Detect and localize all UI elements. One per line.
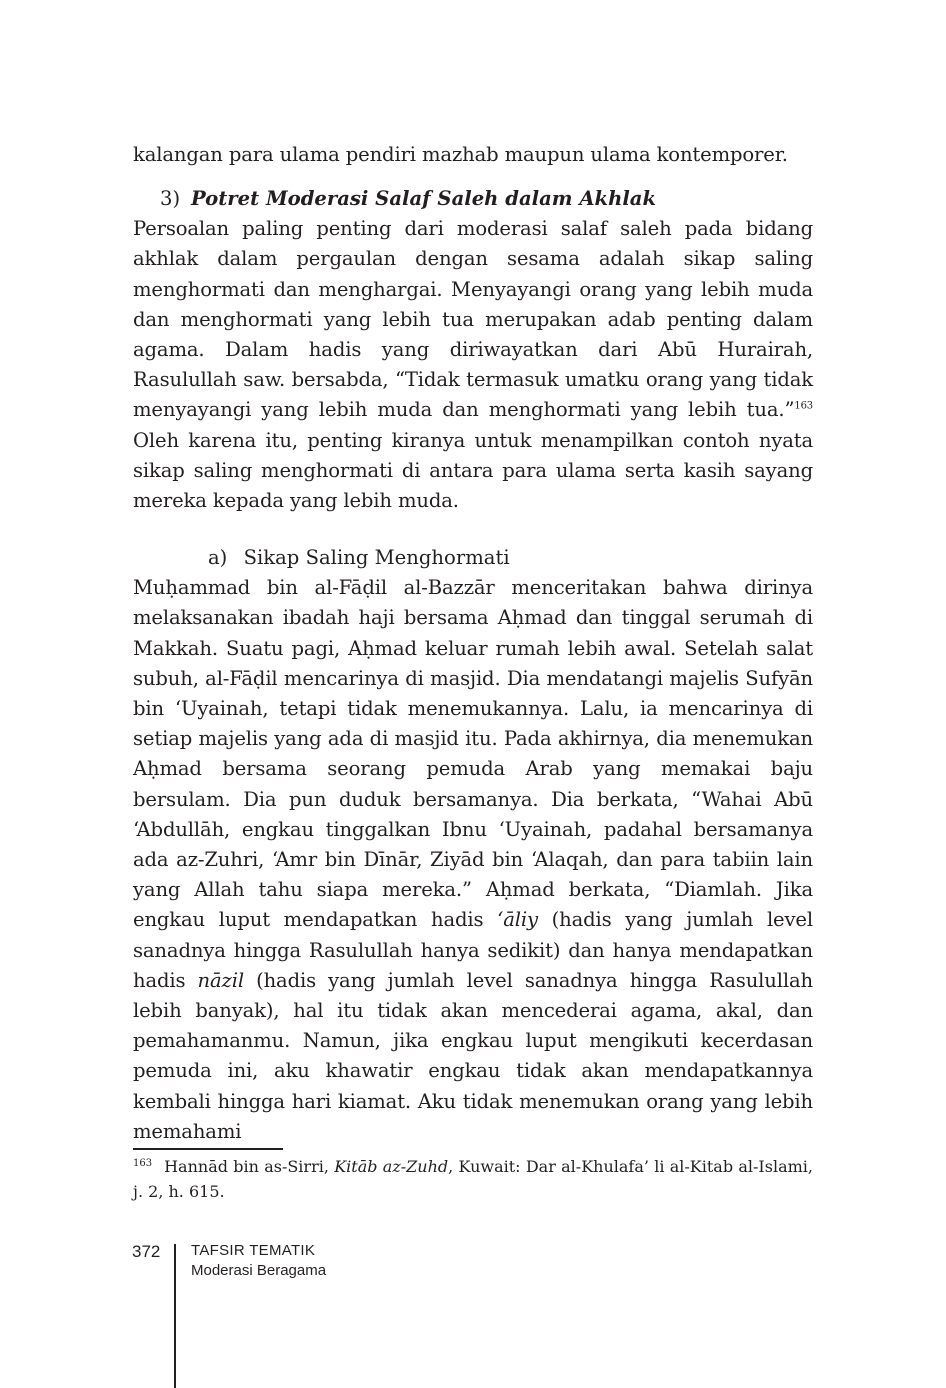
subsection-a-number: a) [208, 546, 228, 570]
footnote-divider [133, 1148, 283, 1150]
term-aliy: ‘āliy [497, 908, 538, 932]
footnote-reference[interactable]: 163 [794, 400, 813, 412]
footnote-publication: , Kuwait: Dar al-Khulafa’ li al-Kitab al-Islami, j. 2, h. 615. [133, 1157, 813, 1201]
section-3-paragraph [133, 214, 813, 516]
footnote-book-title: Kitāb az-Zuhd [334, 1157, 449, 1176]
footnote-author: Hannād bin as-Sirri, [164, 1157, 335, 1176]
subsection-a-title: Sikap Saling Menghormati [243, 546, 510, 570]
section-3-number: 3) [160, 187, 181, 211]
footer-book-title: TAFSIR TEMATIK [191, 1242, 316, 1259]
subsection-a-paragraph [133, 573, 813, 1147]
subsection-a-text-2: (hadis yang jumlah level sanadnya hingga Rasulullah hanya sedikit) dan hanya mendapatkan hadis [133, 908, 813, 992]
page-number: 372 [132, 1242, 161, 1261]
page-body [133, 140, 813, 1147]
footnote-marker: 163 [133, 1157, 153, 1169]
term-nazil: nāzil [197, 968, 244, 992]
running-footer [191, 1241, 326, 1281]
footnote-163 [133, 1154, 813, 1204]
footer-book-subtitle: Moderasi Beragama [191, 1262, 327, 1279]
subsection-a-text-1: Muḥammad bin al-Fāḍil al-Bazzār menceritakan bahwa dirinya melaksanakan ibadah haji bersama Aḥmad dan tinggal serumah di Makkah. Suatu pagi, Aḥmad keluar rumah lebih awal. Setelah salat subuh, al-Fāḍil mencarinya di masjid. Dia mendatangi majelis Sufyān bin ‘Uyainah, tetapi tidak menemukannya. Lalu, ia mencarinya di setiap majelis yang ada di masjid itu. Pada akhirnya, dia menemukan Aḥmad bersama seorang pemuda Arab yang memakai baju bersulam. Dia pun duduk bersamanya. Dia berkata, “Wahai Abū ‘Abdullāh, engkau tinggalkan Ibnu ‘Uyainah, padahal bersamanya ada az-Zuhri, ‘Amr bin Dīnār, Ziyād bin ‘Alaqah, dan para tabiin lain yang Allah tahu siapa mereka.” Aḥmad berkata, “Diamlah. Jika engkau luput mendapatkan hadis [133, 576, 813, 932]
footer-vertical-rule [174, 1244, 176, 1388]
section-3-text-part1: Persoalan paling penting dari moderasi salaf saleh pada bidang akhlak dalam pergaulan dengan sesama adalah sikap saling menghormati dan menghargai. Menyayangi orang yang lebih muda dan menghormati yang lebih tua merupakan adab penting dalam agama. Dalam hadis yang diriwayatkan dari Abū Hurairah, Rasulullah saw. bersabda, “Tidak termasuk umatku orang yang tidak menyayangi yang lebih muda dan menghormati yang lebih tua.” [133, 217, 813, 422]
section-3-heading [160, 184, 813, 214]
lead-line: kalangan para ulama pendiri mazhab maupun ulama kontemporer. [133, 143, 788, 166]
section-3-text-part2: Oleh karena itu, penting kiranya untuk menampilkan contoh nyata sikap saling menghormati di antara para ulama serta kasih sayang mereka kepada yang lebih muda. [133, 428, 813, 513]
section-3-title: Potret Moderasi Salaf Saleh dalam Akhlak [190, 187, 657, 211]
subsection-a-heading [208, 543, 813, 573]
subsection-a-text-3: (hadis yang jumlah level sanadnya hingga Rasulullah lebih banyak), hal itu tidak akan mencederai agama, akal, dan pemahamanmu. Namun, jika engkau luput mengikuti kecerdasan pemuda ini, aku khawatir engkau tidak akan mendapatkannya kembali hingga hari kiamat. Aku tidak menemukan orang yang lebih memahami [133, 968, 813, 1143]
